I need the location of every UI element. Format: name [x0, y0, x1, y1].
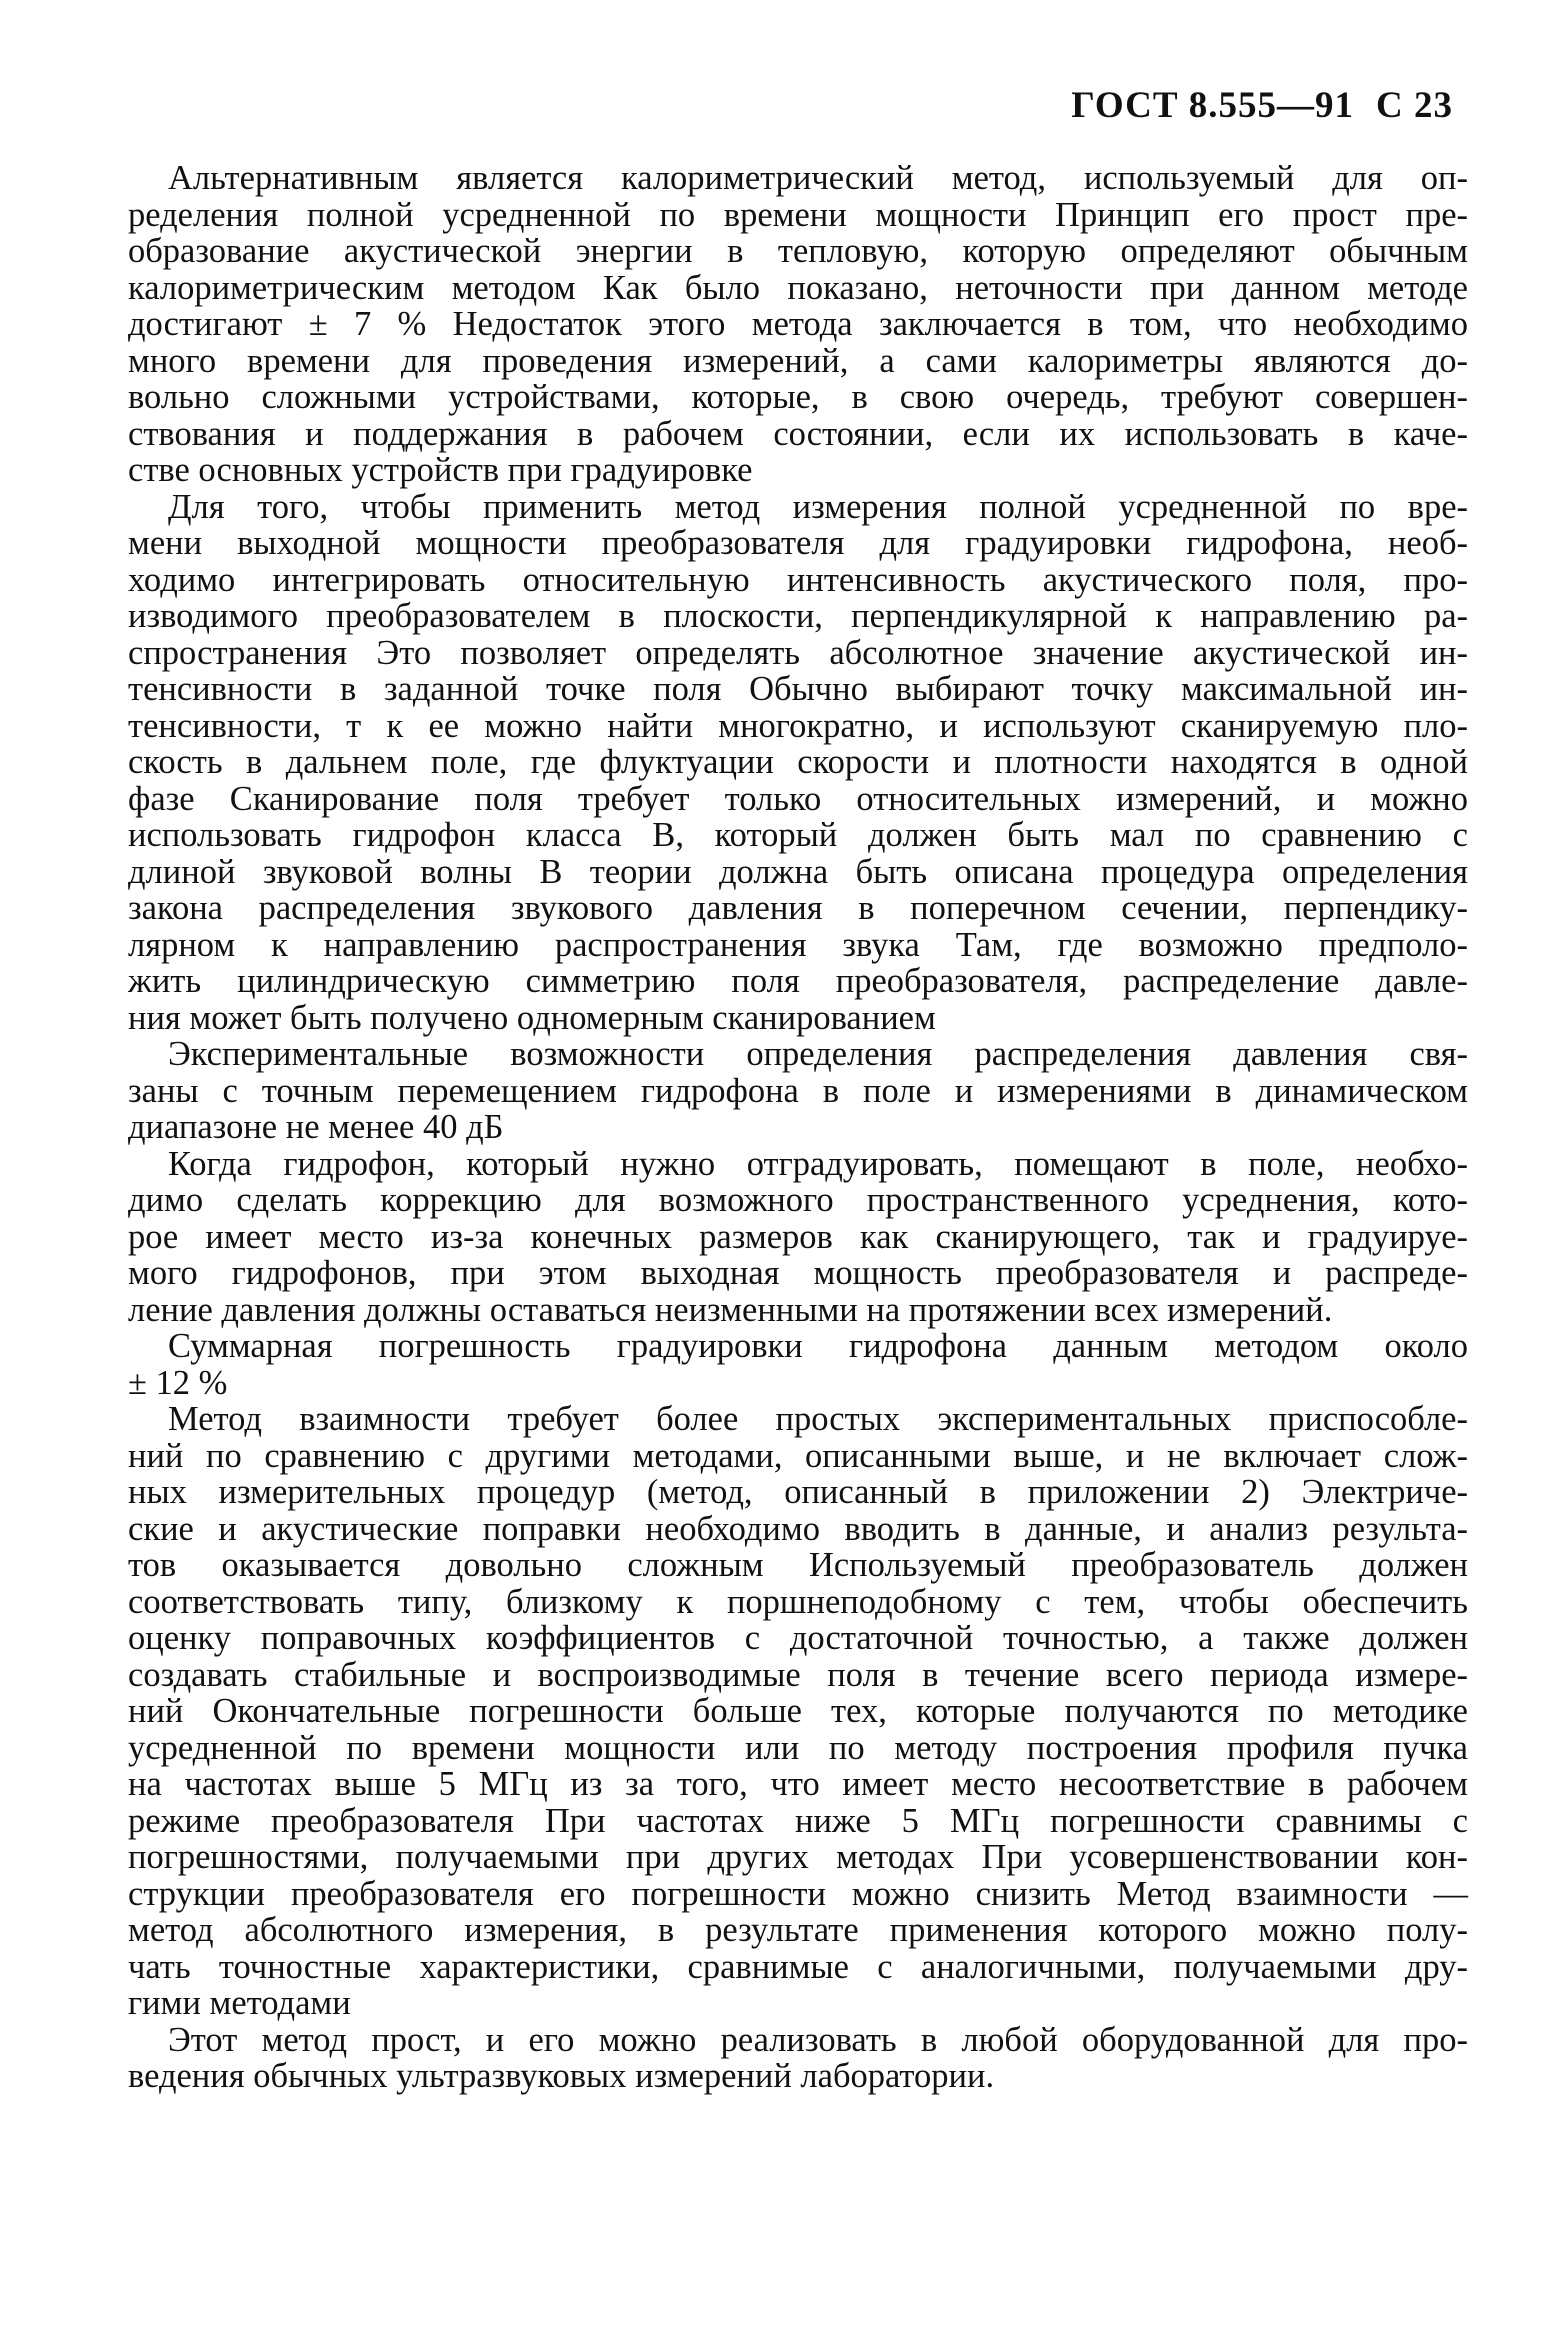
paragraph	[128, 2022, 1468, 2095]
text-line: ведения обычных ультразвуковых измерений лаборатории.	[128, 2057, 995, 2095]
standard-designation: ГОСТ 8.555—91	[1071, 85, 1355, 126]
text-line: Когда гидрофон, который нужно отградуировать, помещают в поле, необхо-	[168, 1144, 1468, 1183]
text-line: фазе Сканирование поля требует только относительных измерений, и можно	[128, 779, 1468, 818]
text-line: димо сделать коррекцию для возможного пространственного усреднения, кото-	[128, 1181, 1468, 1219]
text-line: погрешностями, получаемыми при других методах При усовершенствовании кон-	[128, 1838, 1468, 1876]
text-line: создавать стабильные и воспроизводимые поля в течение всего периода измере-	[128, 1655, 1468, 1694]
text-line: Суммарная погрешность градуировки гидрофона данным методом около	[168, 1327, 1468, 1365]
paragraph	[128, 1036, 1468, 1146]
text-line: усредненной по времени мощности или по методу построения профиля пучка	[128, 1728, 1468, 1767]
paragraph	[128, 489, 1468, 1037]
text-line: ходимо интегрировать относительную интенсивность акустического поля, про-	[128, 560, 1468, 599]
text-line: гими методами	[128, 1984, 351, 2022]
text-line: изводимого преобразователем в плоскости, перпендикулярной к направлению ра-	[128, 597, 1468, 635]
text-line: рое имеет место из-за конечных размеров как сканирующего, так и градуируе-	[128, 1217, 1468, 1256]
text-line: ний по сравнению с другими методами, описанными выше, и не включает слож-	[128, 1436, 1468, 1475]
text-line: мого гидрофонов, при этом выходная мощность преобразователя и распреде-	[128, 1254, 1468, 1292]
text-line: ния может быть получено одномерным сканированием	[128, 998, 936, 1037]
paragraph	[128, 1328, 1468, 1401]
text-line: метод абсолютного измерения, в результате применения которого можно полу-	[128, 1911, 1468, 1949]
document-body	[128, 160, 1468, 2095]
text-line: режиме преобразователя При частотах ниже 5 МГц погрешности сравнимы с	[128, 1801, 1468, 1840]
text-line: Этот метод прост, и его можно реализовать в любой оборудованной для про-	[168, 2020, 1468, 2059]
text-line: ний Окончательные погрешности больше тех, которые получаются по методике	[128, 1692, 1468, 1730]
page-header	[1071, 84, 1453, 127]
page-number: С 23	[1376, 85, 1453, 126]
text-line: диапазоне не менее 40 дБ	[128, 1108, 504, 1146]
text-line: Для того, чтобы применить метод измерения полной усредненной по вре-	[168, 487, 1468, 526]
text-line: Альтернативным является калориметрический метод, используемый для оп-	[168, 159, 1468, 197]
text-line: на частотах выше 5 МГц из за того, что имеет место несоответствие в рабочем	[128, 1765, 1468, 1803]
text-line: ские и акустические поправки необходимо вводить в данные, и анализ результа-	[128, 1509, 1468, 1548]
text-line: тенсивности в заданной точке поля Обычно выбирают точку максимальной ин-	[128, 670, 1468, 708]
text-line: много времени для проведения измерений, а сами калориметры являются до-	[128, 341, 1468, 380]
text-line: скость в дальнем поле, где флуктуации скорости и плотности находятся в одной	[128, 743, 1468, 781]
text-line: жить цилиндрическую симметрию поля преобразователя, распределение давле-	[128, 962, 1468, 1000]
text-line: тов оказывается довольно сложным Используемый преобразователь должен	[128, 1546, 1468, 1584]
text-line: ± 12 %	[128, 1363, 228, 1402]
text-line: чать точностные характеристики, сравнимые с аналогичными, получаемыми дру-	[128, 1947, 1468, 1986]
text-line: закона распределения звукового давления в поперечном сечении, перпендику-	[128, 889, 1468, 927]
text-line: вольно сложными устройствами, которые, в свою очередь, требуют совершен-	[128, 378, 1468, 416]
text-line: стве основных устройств при градуировке	[128, 451, 753, 489]
text-line: достигают ± 7 % Недостаток этого метода заключается в том, что необходимо	[128, 305, 1468, 343]
text-line: длиной звуковой волны В теории должна быть описана процедура определения	[128, 852, 1468, 891]
text-line: тенсивности, т к ее можно найти многократно, и используют сканируемую пло-	[128, 706, 1468, 745]
text-line: Экспериментальные возможности определения распределения давления свя-	[168, 1035, 1468, 1073]
text-line: ление давления должны оставаться неизменными на протяжении всех измерений.	[128, 1290, 1333, 1329]
text-line: заны с точным перемещением гидрофона в поле и измерениями в динамическом	[128, 1071, 1468, 1110]
text-line: использовать гидрофон класса В, который должен быть мал по сравнению с	[128, 816, 1468, 854]
text-line: спространения Это позволяет определять абсолютное значение акустической ин-	[128, 633, 1468, 672]
paragraph	[128, 160, 1468, 489]
text-line: мени выходной мощности преобразователя для градуировки гидрофона, необ-	[128, 524, 1468, 562]
text-line: ных измерительных процедур (метод, описанный в приложении 2) Электриче-	[128, 1473, 1468, 1511]
text-line: ределения полной усредненной по времени мощности Принцип его прост пре-	[128, 195, 1468, 234]
text-line: соответствовать типу, близкому к поршнеподобному с тем, чтобы обеспечить	[128, 1582, 1468, 1621]
text-line: оценку поправочных коэффициентов с достаточной точностью, а также должен	[128, 1619, 1468, 1657]
text-line: калориметрическим методом Как было показано, неточности при данном методе	[128, 268, 1468, 307]
text-line: струкции преобразователя его погрешности можно снизить Метод взаимности —	[128, 1874, 1468, 1913]
paragraph	[128, 1401, 1468, 2022]
text-line: Метод взаимности требует более простых экспериментальных приспособле-	[168, 1400, 1468, 1438]
text-line: образование акустической энергии в тепловую, которую определяют обычным	[128, 232, 1468, 270]
text-line: ствования и поддержания в рабочем состоянии, если их использовать в каче-	[128, 414, 1468, 453]
text-line: лярном к направлению распространения звука Там, где возможно предполо-	[128, 925, 1468, 964]
paragraph	[128, 1146, 1468, 1329]
